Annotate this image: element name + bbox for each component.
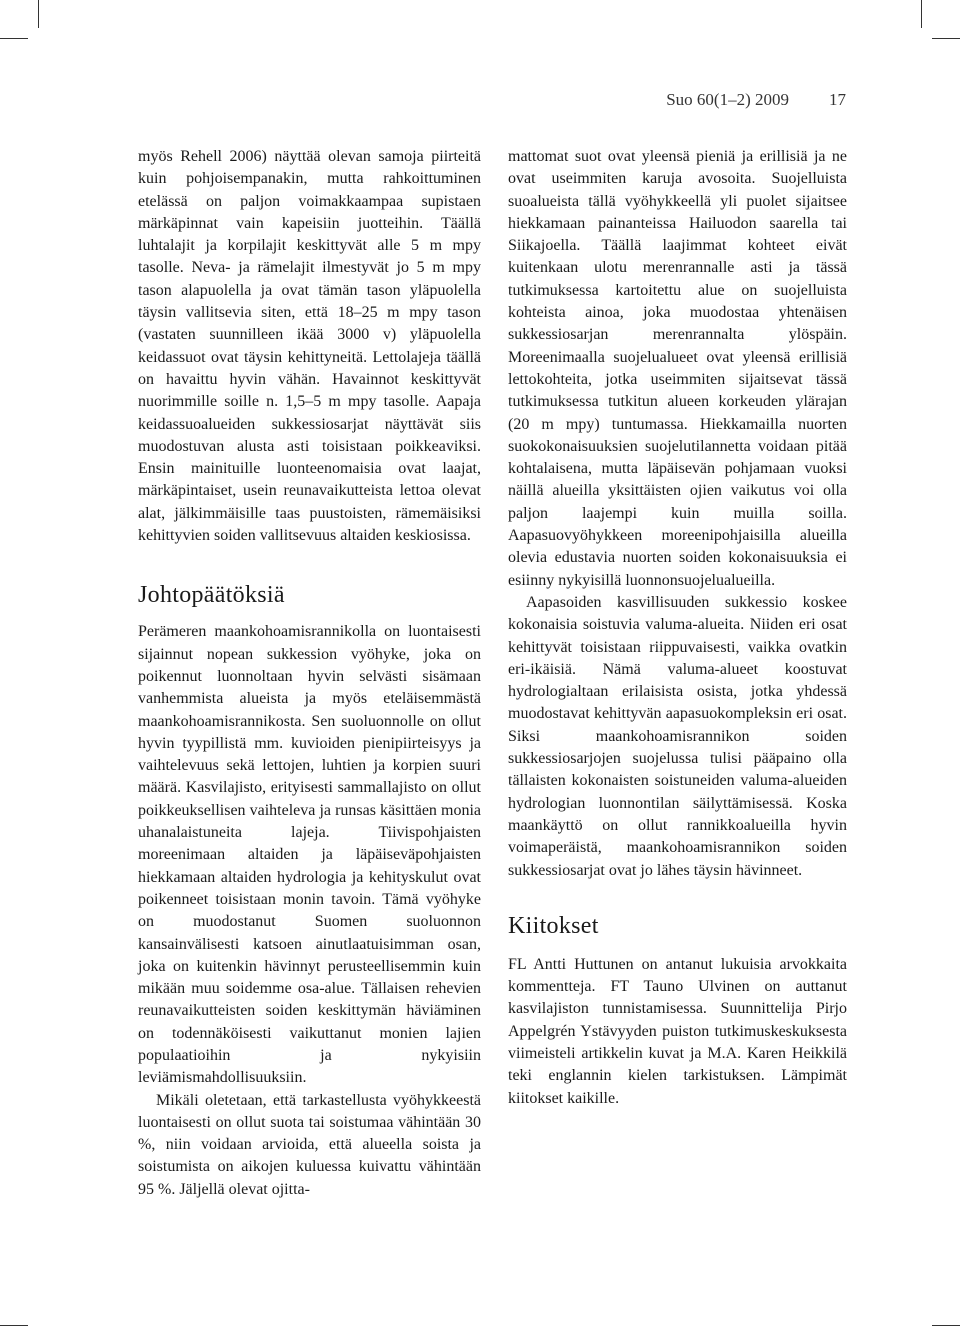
left-paragraph-2: Perämeren maankohoamisrannikolla on luontaisesti sijainnut nopean sukkession vyöhyke, joka on poikennut luonnoltaan hyvin selvästi sisämaan vanhemmista alueista ja myös eteläisemmästä maankohoamisrannikosta. Sen suoluonnolle on ollut hyvin tyypillistä mm. kuvioiden pienipiirteisyys ja vaihtelevuus sekä lettojen, luhtien ja korpien suuri määrä. Kasvilajisto, erityisesti sammallajisto on ollut poikkeuksellisen vaihteleva ja runsas käsittäen monia uhanalaistuneita lajeja. Tiivispohjaisten moreenimaan altaiden ja läpäiseväpohjaisten hiekkamaan altaiden hydrologia ja kehityskulut ovat poikenneet toisistaan monin tavoin. Tämä vyöhyke on muodostanut Suomen suoluonnon kansainvälisesti katsoen ainutlaatuisimman osan, joka on kuitenkin hävinnyt perusteellisemmin kuin mikään muu soidemme osa-alue. Tällaisen rehevien reunavaikutteisten soiden keskittymän häviäminen on todennäköisesti vaikuttanut monien lajien populaatioihin ja nykyisiin leviämismahdollisuuksiin. (138, 623, 481, 1087)
page-number: 17 (829, 90, 846, 109)
crop-mark-top-right-vertical (921, 0, 922, 28)
left-paragraph-3: Mikäli oletetaan, että tarkastellusta vyöhykkeestä luontaisesti on ollut suota tai soistumaa vähintään 30 %, niin voidaan arvioida, että alueella soista ja soistumista on aikojen kuluessa kuivattu vähintään 95 %. Jäljellä olevat ojitta- (138, 1091, 481, 1198)
left-paragraph-1: myös Rehell 2006) näyttää olevan samoja piirteitä kuin pohjoisempanakin, mutta rahkoittuminen etelässä on paljon voimakkaampaa supistaen märkäpinnat vain kapeisiin juotteihin. Täällä luhtalajit ja korpilajit keskittyvät alle 5 m mpy tasolle. Neva- ja rämelajit ilmestyvät jo 5 m mpy tason alapuolella ja ovat tämän tason yläpuolella täysin vallitsevia siten, että 18–25 m mpy tason (vastaten suunnilleen ikää 3000 v) yläpuolella keidassuot ovat täysin kehittyneitä. Lettolajeja täällä on havaittu hyvin vähän. Havainnot keskittyvät nuorimmille soille n. 1,5–5 m mpy tasolle. Aapaja keidassuoalueiden sukkessiosarjat näyttävät siis muodostuvan alusta asti toisistaan poikkeaviksi. Ensin mainituille luonteenomaisia ovat laajat, märkäpintaiset, usein reunavaikutteista lettoa olevat alat, jälkimmäisille taas puustoisten, rämemäisiksi kehittyvien soiden vallitsevuus altaiden keskiosissa. (138, 148, 481, 545)
crop-mark-top-left (0, 38, 28, 39)
section-heading-acknowledgements: Kiitokset (508, 912, 599, 939)
running-head (666, 90, 846, 110)
crop-mark-bottom-right (932, 1325, 960, 1326)
journal-citation: Suo 60(1–2) 2009 (666, 90, 789, 109)
right-paragraph-2: Aapasoiden kasvillisuuden sukkessio koskee kokonaisia soistuvia valuma-alueita. Niiden eri osat kehittyvät toisistaan riippuvaisesti, vaikka ovatkin eri-ikäisiä. Nämä valuma-alueet koostuvat hydrologialtaan erilaisista osista, jotka yhdessä muodostavat kehittyvän aapasuokompleksin eri osat. Siksi maankohoamisrannikon soiden sukkessiosarjojen suojelussa tulisi pääpaino olla tällaisten kokonaisten soistuneiden valuma-alueiden hydrologian luonnontilan säilyttämisessä. Koska maankäyttö on ollut rannikkoalueilla hyvin voimaperäistä, maankohoamisrannikon soiden sukkessiosarjat ovat jo lähes täysin hävinneet. (508, 593, 847, 879)
section-heading-conclusions: Johtopäätöksiä (138, 582, 285, 609)
crop-mark-bottom-left (0, 1325, 28, 1326)
crop-mark-top-right (932, 38, 960, 39)
crop-mark-top-left-vertical (38, 0, 39, 28)
right-paragraph-3: FL Antti Huttunen on antanut lukuisia arvokkaita kommentteja. FT Tauno Ulvinen on auttanut kasvilajiston tunnistamisessa. Suunnittelija Pirjo Appelgrén Ystävyyden puiston tutkimuskeskuksesta viimeisteli artikkelin kuvat ja M.A. Karen Heikkilä teki englannin kielen tarkistuksen. Lämpimät kiitokset kaikille. (508, 955, 847, 1107)
left-column (138, 146, 481, 1201)
right-paragraph-1: mattomat suot ovat yleensä pieniä ja erillisiä ja ne ovat useimmiten karuja avosoita. Suojelluista suoalueista tällä vyöhykkeellä yli puolet sijaitsee hiekkamaan painanteissa Hailuodon saarella tai Siikajoella. Täällä laajimmat kohteet eivät kuitenkaan ulotu merenrannalle asti ja tässä tutkimuksessa kartoitettu alue on suojelluista kohteista ainoa, joka muodostaa yhtenäisen sukkessiosarjan merenrannalta ylöspäin. Moreenimaalla suojelualueet ovat yleensä erillisiä lettokohteita, jotka useimmiten sijaitsevat tässä tutkimuksessa tutkitun alueen korkeuden ylärajan (20 m mpy) tuntumassa. Hiekkamailla nuorten suokokonaisuuksien suojelutilannetta voidaan pitää kohtalaisena, mutta läpäisevän pohjamaan vuoksi näillä alueilla yksittäisten ojien vaikutus voi olla paljon laajempi kuin muilla soilla. Aapasuovyöhykkeen moreenipohjaisilla alueilla olevia edustavia nuorten soiden kokonaisuuksia ei esiinny nykyisillä luonnonsuojelualueilla. (508, 148, 847, 589)
right-column (508, 146, 847, 1110)
